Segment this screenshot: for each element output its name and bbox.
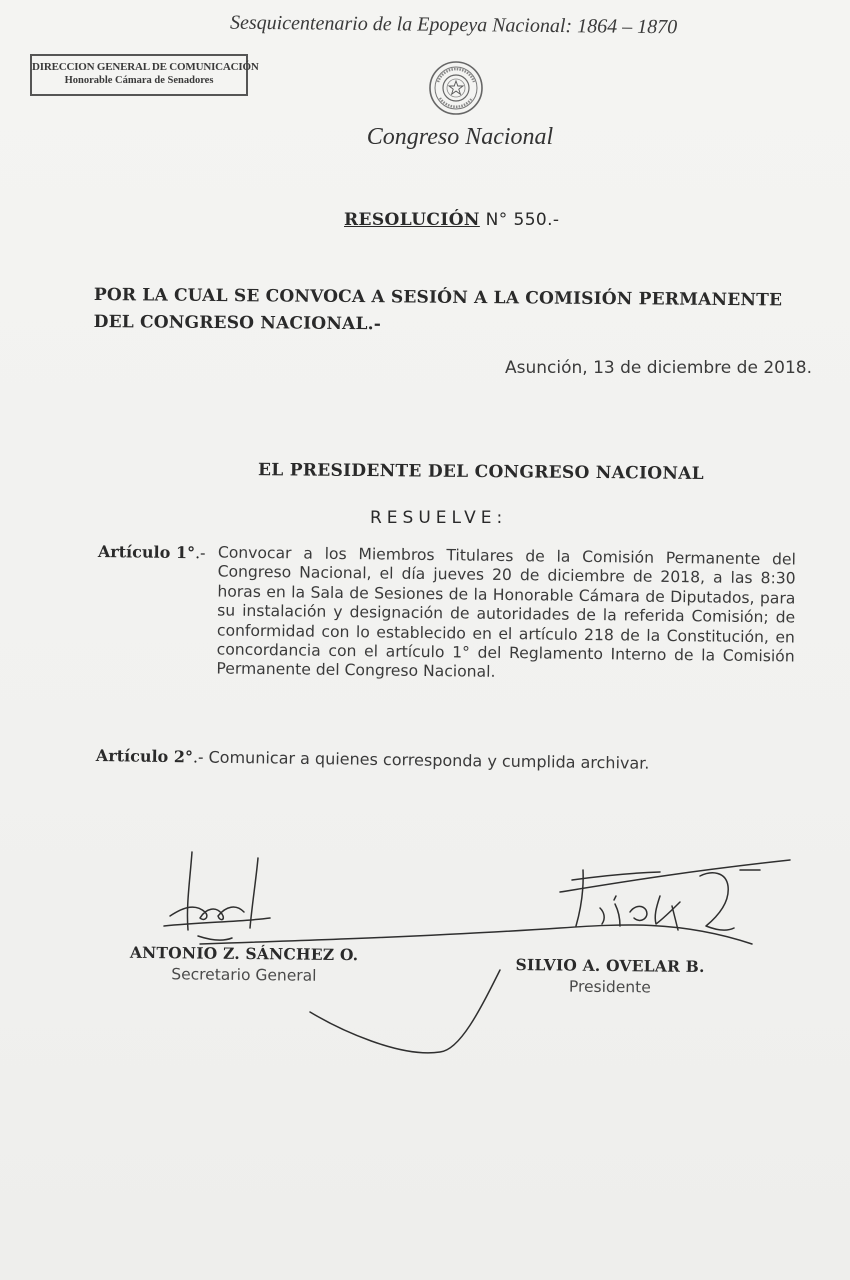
- header-motto: Sesquicentenario de la Epopeya Nacional: 1864 – 1870: [229, 11, 678, 39]
- resolution-number-value: N° 550.-: [479, 210, 560, 230]
- article-1: [97, 542, 810, 682]
- article-1-text: Convocar a los Miembros Titulares de la Comisión Permanente del Congreso Nacional, el día jueves 20 de diciembre de 2018, a las 8:30 horas en la Sala de Sesiones de la Honorable Cámara de Diputados, para su instalación y designación de autoridades de la referida Comisión; de conformidad con lo establecido en el artículo 218 de la Constitución, en concordancia con el artículo 1° del Reglamento Interno de la Comisión Permanente del Congreso Nacional.: [216, 543, 796, 682]
- article-1-number: Artículo 1°: [97, 542, 196, 563]
- institution-title: Congreso Nacional: [366, 124, 554, 150]
- article-2: [96, 746, 736, 774]
- resolution-label: RESOLUCIÓN: [344, 210, 480, 230]
- article-2-label: [96, 746, 204, 767]
- article-1-label: [98, 542, 206, 562]
- signer-role: Secretario General: [171, 965, 317, 985]
- article-1-separator: .-: [194, 543, 206, 563]
- article-2-separator: .-: [192, 747, 204, 767]
- place-and-date: Asunción, 13 de diciembre de 2018.: [505, 358, 812, 378]
- resolution-subject: POR LA CUAL SE CONVOCA A SESIÓN A LA COMISIÓN PERMANENTE DEL CONGRESO NACIONAL.-: [93, 284, 783, 335]
- article-2-text: Comunicar a quienes corresponda y cumplida archivar.: [203, 747, 650, 773]
- authority-heading: EL PRESIDENTE DEL CONGRESO NACIONAL: [257, 460, 705, 484]
- signer-name: SILVIO A. OVELAR B.: [515, 955, 705, 976]
- resolution-number: [344, 210, 584, 230]
- communication-stamp: [30, 54, 259, 96]
- signer-president: [500, 955, 720, 997]
- national-seal-icon: [428, 60, 484, 116]
- resolve-heading: RESUELVE:: [370, 508, 508, 528]
- signer-secretary: [118, 943, 370, 986]
- stamp-line-1: DIRECCION GENERAL DE COMUNICACIÓN: [32, 61, 259, 73]
- stamp-line-2: Honorable Cámara de Senadores: [64, 75, 214, 86]
- signer-role: Presidente: [568, 977, 651, 997]
- signer-name: ANTONIO Z. SÁNCHEZ O.: [129, 942, 359, 965]
- article-2-number: Artículo 2°: [95, 746, 194, 767]
